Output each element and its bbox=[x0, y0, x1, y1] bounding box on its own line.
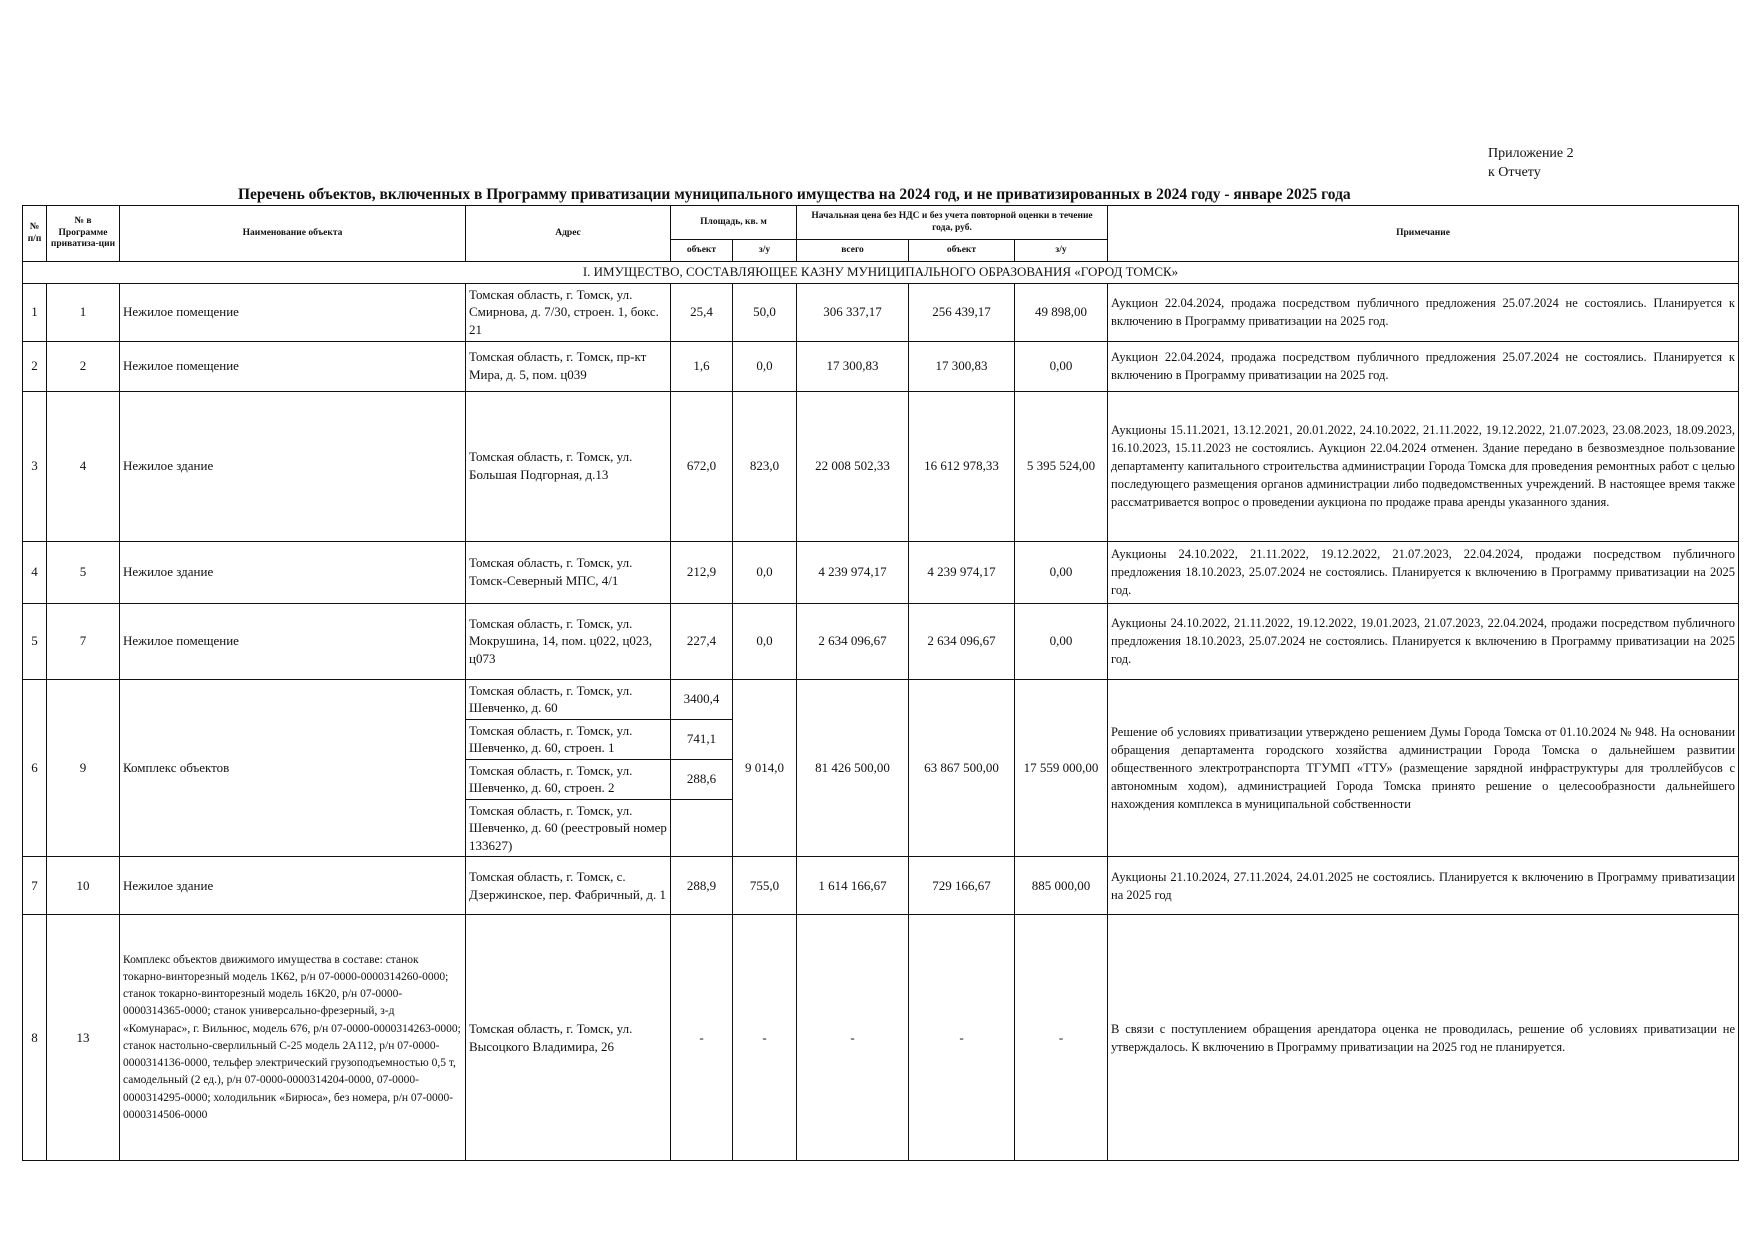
table-row bbox=[23, 857, 1739, 915]
cell-price-object: 63 867 500,00 bbox=[909, 679, 1015, 857]
cell-price-object: 2 634 096,67 bbox=[909, 603, 1015, 679]
cell-price-total: 1 614 166,67 bbox=[797, 857, 909, 915]
cell-program-num: 2 bbox=[47, 341, 120, 391]
cell-note: Аукцион 22.04.2024, продажа посредством публичного предложения 25.07.2024 не состоялись. Планируется к включению в Программу приватизации на 2025 год. bbox=[1108, 341, 1739, 391]
cell-price-object: 729 166,67 bbox=[909, 857, 1015, 915]
cell-program-num: 1 bbox=[47, 283, 120, 341]
cell-name: Нежилое здание bbox=[120, 391, 466, 541]
table-row bbox=[23, 283, 1739, 341]
cell-note: Решение об условиях приватизации утверждено решением Думы Города Томска от 01.10.2024 № 948. На основании обращения департамента городского хозяйства администрации Города Томска о дальнейшем развитии общественного электротранспорта ТГУМП «ТТУ» (размещение зарядной инфраструктуры для троллейбусов с автономным ходом), администрацией Города Томска принято решение о целесообразности дальнейшего нахождения комплекса в муниципальной собственности bbox=[1108, 679, 1739, 857]
cell-area-object: 672,0 bbox=[671, 391, 733, 541]
cell-program-num: 9 bbox=[47, 679, 120, 857]
cell-price-land: 17 559 000,00 bbox=[1015, 679, 1108, 857]
document-title: Перечень объектов, включенных в Программу приватизации муниципального имущества на 2024 год, и не приватизированных в 2024 году - январе 2025 года bbox=[238, 186, 1351, 203]
cell-area-land: 0,0 bbox=[733, 341, 797, 391]
cell-name: Комплекс объектов движимого имущества в составе: станок токарно-винторезный модель 1К62, р/н 07-0000-0000314260-0000; станок токарно-винторезный модель 16К20, р/н 07-0000-0000314365-0000; станок универсально-фрезерный, з-д «Комунарас», г. Вильнюс, модель 676, р/н 07-0000-0000314263-0000; станок настольно-сверлильный С-25 модель 2А112, р/н 07-0000-0000314136-0000, тельфер электрический грузоподъемностью 0,5 т, самодельный (2 ед.), р/н 07-0000-0000314204-0000, 07-0000-0000314295-0000; холодильник «Бирюса», без номера, р/н 07-0000-0000314506-0000 bbox=[120, 915, 466, 1161]
cell-area-object: 227,4 bbox=[671, 603, 733, 679]
cell-num: 6 bbox=[23, 679, 47, 857]
header-price-land: з/у bbox=[1015, 240, 1108, 262]
cell-note: Аукционы 15.11.2021, 13.12.2021, 20.01.2022, 24.10.2022, 21.11.2022, 19.12.2022, 21.07.2023, 23.08.2023, 18.09.2023, 16.10.2023, 15.11.2023 не состоялись. Аукцион 22.04.2024 отменен. Здание передано в безвозмездное пользование департаменту капитального строительства администрации Города Томска для проведения ремонтных работ с целью последующего размещения органов администрации либо подведомственных учреждений. В настоящее время также рассматривается вопрос о проведении аукциона по продаже права аренды указанного здания. bbox=[1108, 391, 1739, 541]
header-program-num: № в Программе приватиза-ции bbox=[47, 206, 120, 262]
objects-table bbox=[22, 205, 1739, 1161]
cell-price-total: 2 634 096,67 bbox=[797, 603, 909, 679]
cell-program-num: 4 bbox=[47, 391, 120, 541]
cell-price-land: 0,00 bbox=[1015, 603, 1108, 679]
cell-area-object: 288,6 bbox=[671, 759, 733, 799]
cell-price-object: 256 439,17 bbox=[909, 283, 1015, 341]
cell-name: Нежилое помещение bbox=[120, 341, 466, 391]
cell-price-object: 4 239 974,17 bbox=[909, 541, 1015, 603]
cell-num: 1 bbox=[23, 283, 47, 341]
cell-area-land: 755,0 bbox=[733, 857, 797, 915]
cell-address: Томская область, г. Томск, ул. Смирнова, д. 7/30, строен. 1, бокс. 21 bbox=[466, 283, 671, 341]
section-row bbox=[23, 262, 1739, 284]
cell-price-land: 0,00 bbox=[1015, 341, 1108, 391]
cell-address: Томская область, г. Томск, с. Дзержинское, пер. Фабричный, д. 1 bbox=[466, 857, 671, 915]
cell-num: 7 bbox=[23, 857, 47, 915]
cell-area-object: 288,9 bbox=[671, 857, 733, 915]
section-title: I. ИМУЩЕСТВО, СОСТАВЛЯЮЩЕЕ КАЗНУ МУНИЦИПАЛЬНОГО ОБРАЗОВАНИЯ «ГОРОД ТОМСК» bbox=[23, 262, 1739, 284]
cell-price-total: 4 239 974,17 bbox=[797, 541, 909, 603]
cell-price-land: 5 395 524,00 bbox=[1015, 391, 1108, 541]
cell-name: Комплекс объектов bbox=[120, 679, 466, 857]
cell-area-object: 212,9 bbox=[671, 541, 733, 603]
cell-program-num: 10 bbox=[47, 857, 120, 915]
header-price: Начальная цена без НДС и без учета повторной оценки в течение года, руб. bbox=[797, 206, 1108, 240]
cell-address: Томская область, г. Томск, ул. Большая Подгорная, д.13 bbox=[466, 391, 671, 541]
cell-name: Нежилое помещение bbox=[120, 603, 466, 679]
header-name: Наименование объекта bbox=[120, 206, 466, 262]
cell-area-object: 3400,4 bbox=[671, 679, 733, 719]
cell-price-total: 81 426 500,00 bbox=[797, 679, 909, 857]
cell-name: Нежилое здание bbox=[120, 857, 466, 915]
cell-note: Аукционы 24.10.2022, 21.11.2022, 19.12.2022, 21.07.2023, 22.04.2024, продажи посредством публичного предложения 18.10.2023, 25.07.2024 не состоялись. Планируется к включению в Программу приватизации на 2025 год. bbox=[1108, 541, 1739, 603]
cell-address: Томская область, г. Томск, ул. Шевченко, д. 60, строен. 2 bbox=[466, 759, 671, 799]
cell-name: Нежилое помещение bbox=[120, 283, 466, 341]
cell-area-object: 25,4 bbox=[671, 283, 733, 341]
table-row bbox=[23, 603, 1739, 679]
cell-note: Аукционы 24.10.2022, 21.11.2022, 19.12.2022, 19.01.2023, 21.07.2023, 22.04.2024, продажи посредством публичного предложения 18.10.2023, 25.07.2024 не состоялись. Планируется к включению в Программу приватизации на 2025 год. bbox=[1108, 603, 1739, 679]
cell-price-land: 49 898,00 bbox=[1015, 283, 1108, 341]
appendix-line-1: Приложение 2 bbox=[1488, 146, 1574, 161]
cell-price-total: - bbox=[797, 915, 909, 1161]
cell-price-object: 16 612 978,33 bbox=[909, 391, 1015, 541]
cell-price-total: 17 300,83 bbox=[797, 341, 909, 391]
cell-address: Томская область, г. Томск, ул. Шевченко, д. 60 bbox=[466, 679, 671, 719]
cell-note: Аукцион 22.04.2024, продажа посредством публичного предложения 25.07.2024 не состоялись. Планируется к включению в Программу приватизации на 2025 год. bbox=[1108, 283, 1739, 341]
header-area-land: з/у bbox=[733, 240, 797, 262]
cell-price-total: 306 337,17 bbox=[797, 283, 909, 341]
cell-area-land: - bbox=[733, 915, 797, 1161]
header-area-object: объект bbox=[671, 240, 733, 262]
table-header-row bbox=[23, 206, 1739, 240]
cell-area-land: 823,0 bbox=[733, 391, 797, 541]
cell-address: Томская область, г. Томск, пр-кт Мира, д. 5, пом. ц039 bbox=[466, 341, 671, 391]
table-row bbox=[23, 391, 1739, 541]
appendix-line-2: к Отчету bbox=[1488, 165, 1541, 180]
header-note: Примечание bbox=[1108, 206, 1739, 262]
header-price-total: всего bbox=[797, 240, 909, 262]
cell-program-num: 13 bbox=[47, 915, 120, 1161]
header-num: № п/п bbox=[23, 206, 47, 262]
cell-address: Томская область, г. Томск, ул. Высоцкого Владимира, 26 bbox=[466, 915, 671, 1161]
table-row-complex bbox=[23, 679, 1739, 719]
table-row bbox=[23, 341, 1739, 391]
cell-address: Томская область, г. Томск, ул. Мокрушина, 14, пом. ц022, ц023, ц073 bbox=[466, 603, 671, 679]
cell-program-num: 7 bbox=[47, 603, 120, 679]
cell-address: Томская область, г. Томск, ул. Томск-Северный МПС, 4/1 bbox=[466, 541, 671, 603]
cell-area-land: 9 014,0 bbox=[733, 679, 797, 857]
header-price-object: объект bbox=[909, 240, 1015, 262]
cell-note: В связи с поступлением обращения арендатора оценка не проводилась, решение об условиях приватизации не утверждалось. К включению в Программу приватизации на 2025 год не планируется. bbox=[1108, 915, 1739, 1161]
cell-area-land: 0,0 bbox=[733, 541, 797, 603]
cell-address: Томская область, г. Томск, ул. Шевченко, д. 60, строен. 1 bbox=[466, 719, 671, 759]
cell-num: 3 bbox=[23, 391, 47, 541]
cell-area-land: 50,0 bbox=[733, 283, 797, 341]
cell-num: 4 bbox=[23, 541, 47, 603]
cell-price-object: 17 300,83 bbox=[909, 341, 1015, 391]
cell-program-num: 5 bbox=[47, 541, 120, 603]
cell-area-object: 1,6 bbox=[671, 341, 733, 391]
cell-address: Томская область, г. Томск, ул. Шевченко, д. 60 (реестровый номер 133627) bbox=[466, 799, 671, 857]
cell-price-land: 0,00 bbox=[1015, 541, 1108, 603]
cell-name: Нежилое здание bbox=[120, 541, 466, 603]
cell-area-land: 0,0 bbox=[733, 603, 797, 679]
cell-num: 8 bbox=[23, 915, 47, 1161]
table-row bbox=[23, 541, 1739, 603]
cell-price-land: 885 000,00 bbox=[1015, 857, 1108, 915]
cell-price-land: - bbox=[1015, 915, 1108, 1161]
header-address: Адрес bbox=[466, 206, 671, 262]
cell-num: 5 bbox=[23, 603, 47, 679]
appendix-label bbox=[1488, 144, 1574, 182]
cell-num: 2 bbox=[23, 341, 47, 391]
cell-area-object bbox=[671, 799, 733, 857]
table-row bbox=[23, 915, 1739, 1161]
cell-area-object: 741,1 bbox=[671, 719, 733, 759]
header-area: Площадь, кв. м bbox=[671, 206, 797, 240]
cell-area-object: - bbox=[671, 915, 733, 1161]
cell-price-object: - bbox=[909, 915, 1015, 1161]
cell-price-total: 22 008 502,33 bbox=[797, 391, 909, 541]
cell-note: Аукционы 21.10.2024, 27.11.2024, 24.01.2025 не состоялись. Планируется к включению в Программу приватизации на 2025 год bbox=[1108, 857, 1739, 915]
